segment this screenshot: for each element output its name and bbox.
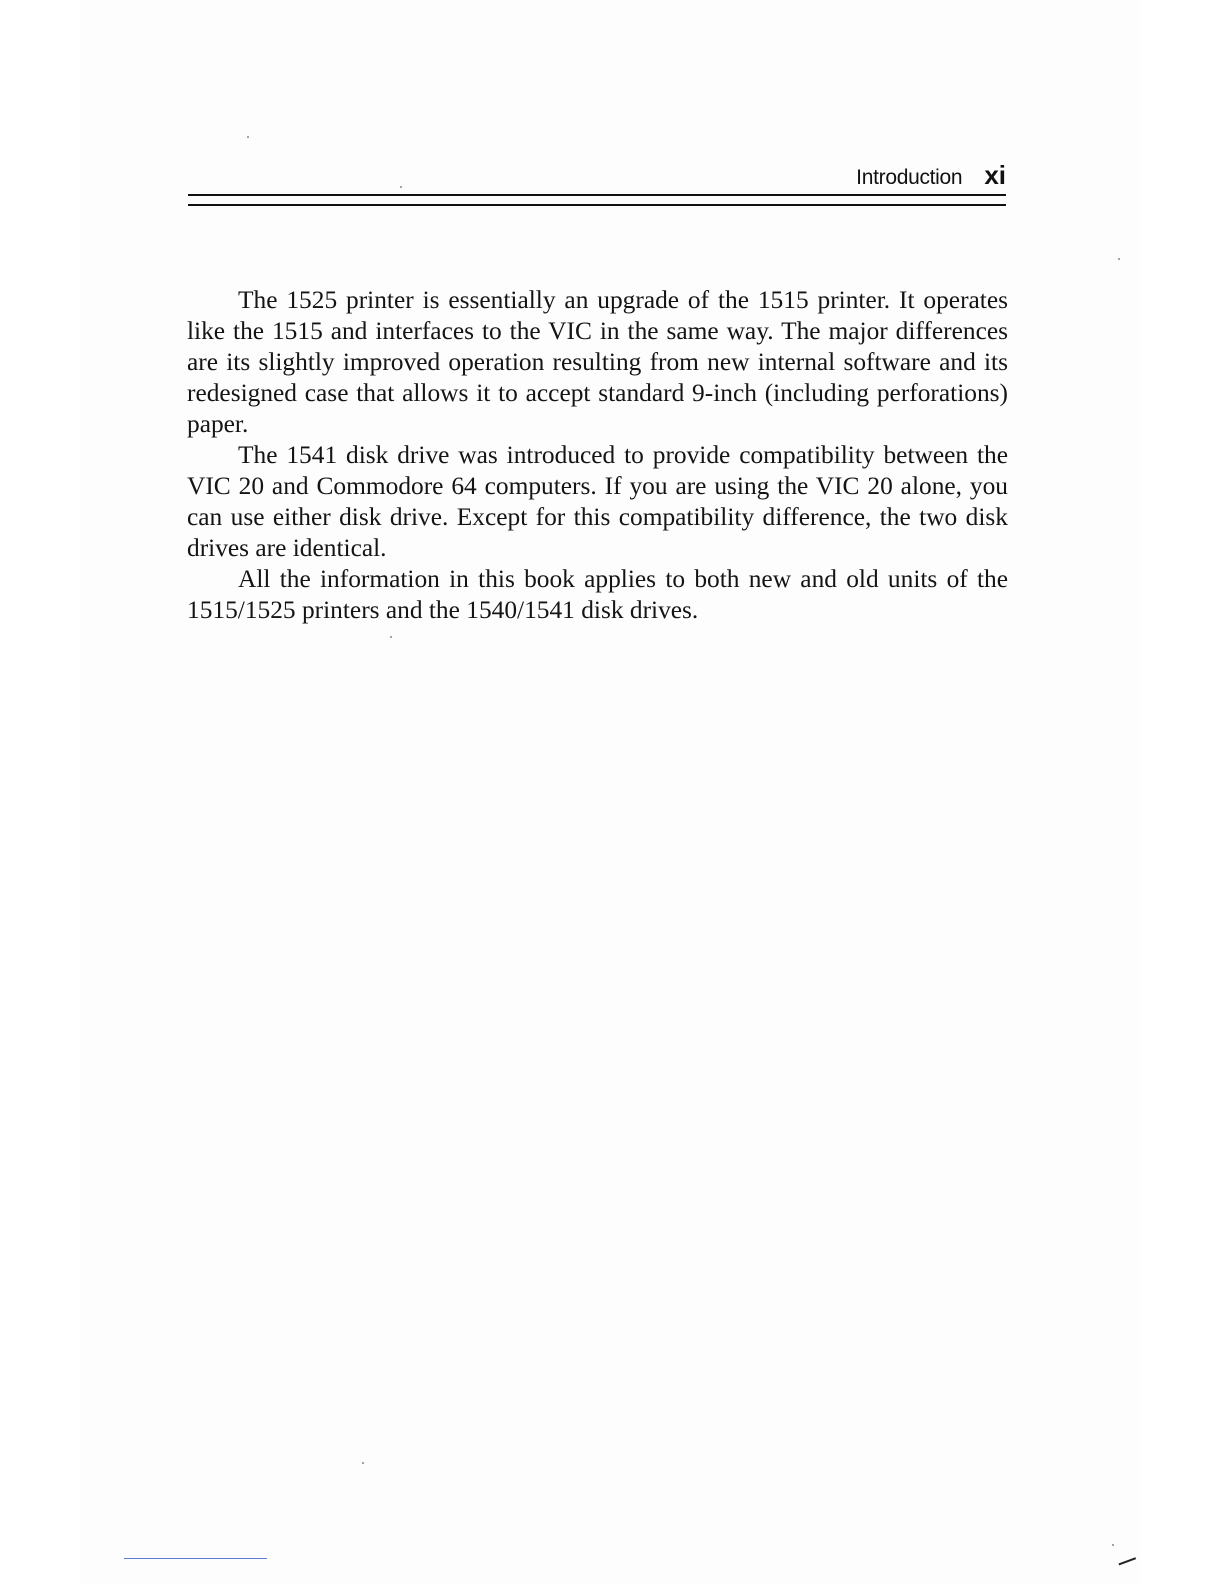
scan-speck: [1118, 258, 1120, 260]
page-number: xi: [984, 160, 1006, 190]
scan-edge-line: [124, 1558, 267, 1559]
body-text: [187, 285, 1008, 626]
scan-speck: [400, 186, 402, 188]
header-rule-bottom: [188, 204, 1006, 206]
header-rule-top: [188, 194, 1006, 196]
section-title: Introduction: [856, 166, 963, 189]
scan-speck: [1112, 1544, 1114, 1546]
page-background: [80, 0, 1140, 1584]
running-header: [186, 160, 1006, 192]
paragraph-disk-drive: The 1541 disk drive was introduced to provide compatibility between the VIC 20 and Commodore 64 computers. If you are using the VIC 20 alone, you can use either disk drive. Except for this compatibility difference, the two disk drives are identical.: [187, 441, 1008, 562]
scan-speck: [390, 636, 392, 638]
paragraph-printer: The 1525 printer is essentially an upgrade of the 1515 printer. It operates like the 1515 and interfaces to the VIC in the same way. The major differences are its slightly improved operation resulting from new internal software and its redesigned case that allows it to accept standard 9-inch (including perforations) paper.: [187, 286, 1008, 438]
paragraph-applicability: All the information in this book applies to both new and old units of the 1515/1525 printers and the 1540/1541 disk drives.: [187, 565, 1008, 624]
scan-speck: [362, 1462, 364, 1464]
scan-speck: [247, 136, 249, 138]
